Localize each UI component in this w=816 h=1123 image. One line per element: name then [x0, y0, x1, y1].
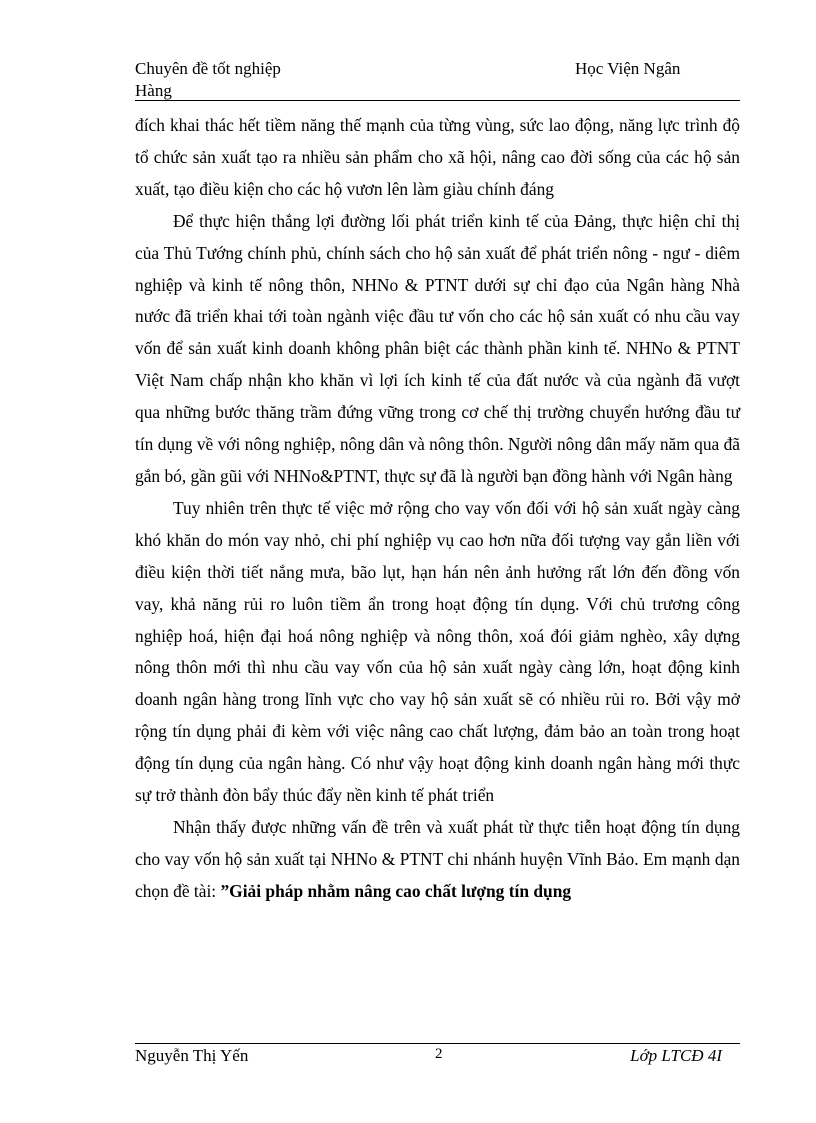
page-number: 2: [435, 1046, 443, 1062]
document-body: [135, 110, 740, 908]
header-title-right: Học Viện Ngân: [575, 59, 681, 78]
thesis-title-bold: ”Giải pháp nhằm nâng cao chất lượng tín dụng: [220, 880, 572, 901]
paragraph-1: đích khai thác hết tiềm năng thế mạnh của từng vùng, sức lao động, năng lực trình độ tổ chức sản xuất tạo ra nhiều sản phẩm cho xã hội, nâng cao đời sống của các hộ sản xuất, tạo điều kiện cho các hộ vươn lên làm giàu chính đáng: [135, 115, 740, 199]
footer-class: Lớp LTCĐ 4I: [630, 1046, 722, 1065]
paragraph-4: [135, 812, 740, 908]
paragraph-2: Để thực hiện thắng lợi đường lối phát triển kinh tế của Đảng, thực hiện chỉ thị của Thủ Tướng chính phủ, chính sách cho hộ sản xuất để phát triển nông - ngư - diêm nghiệp và kinh tế nông thôn, NHNo & PTNT dưới sự chỉ đạo của Ngân hàng Nhà nước đã triển khai tới toàn ngành việc đầu tư vốn cho các hộ sản xuất có nhu cầu vay vốn để sản xuất kinh doanh không phân biệt các thành phần kinh tế. NHNo & PTNT Việt Nam chấp nhận kho khăn vì lợi ích kinh tế của đất nước và của ngành đã vượt qua những bước thăng trầm đứng vững trong cơ chế thị trường chuyển hướng đầu tư tín dụng về với nông nghiệp, nông dân và nông thôn. Người nông dân mấy năm qua đã gắn bó, gần gũi với NHNo&PTNT, thực sự đã là người bạn đồng hành với Ngân hàng: [135, 210, 741, 486]
header-title-right-wrap: Hàng: [135, 81, 172, 100]
page-header: [135, 58, 740, 100]
footer-author: Nguyễn Thị Yến: [135, 1046, 249, 1065]
header-rule: [135, 100, 740, 101]
header-title-left: Chuyên đề tốt nghiệp: [135, 59, 281, 78]
page-footer: [135, 1043, 740, 1073]
paragraph-4-text: Nhận thấy được những vấn đề trên và xuất phát từ thực tiễn hoạt động tín dụng cho vay vốn hộ sản xuất tại NHNo & PTNT chi nhánh huyện Vĩnh Bảo. Em mạnh dạn chọn đề tài:: [135, 816, 740, 901]
paragraph-3: Tuy nhiên trên thực tế việc mở rộng cho vay vốn đối với hộ sản xuất ngày càng khó khăn do món vay nhỏ, chi phí nghiệp vụ cao hơn nữa đối tượng vay gắn liền với điều kiện thời tiết nắng mưa, bão lụt, hạn hán nên ảnh hưởng rất lớn đến đồng vốn vay, khả năng rủi ro luôn tiềm ẩn trong hoạt động tín dụng. Với chủ trương công nghiệp hoá, hiện đại hoá nông nghiệp và nông thôn, xoá đói giảm nghèo, xây dựng nông thôn mới thì nhu cầu vay vốn của hộ sản xuất ngày càng lớn, hoạt động kinh doanh ngân hàng trong lĩnh vực cho vay hộ sản xuất sẽ có nhiều rủi ro. Bởi vậy mở rộng tín dụng phải đi kèm với việc nâng cao chất lượng, đảm bảo an toàn trong hoạt động tín dụng của ngân hàng. Có như vậy hoạt động kinh doanh ngân hàng mới thực sự trở thành đòn bẩy thúc đẩy nền kinh tế phát triển: [135, 497, 740, 806]
